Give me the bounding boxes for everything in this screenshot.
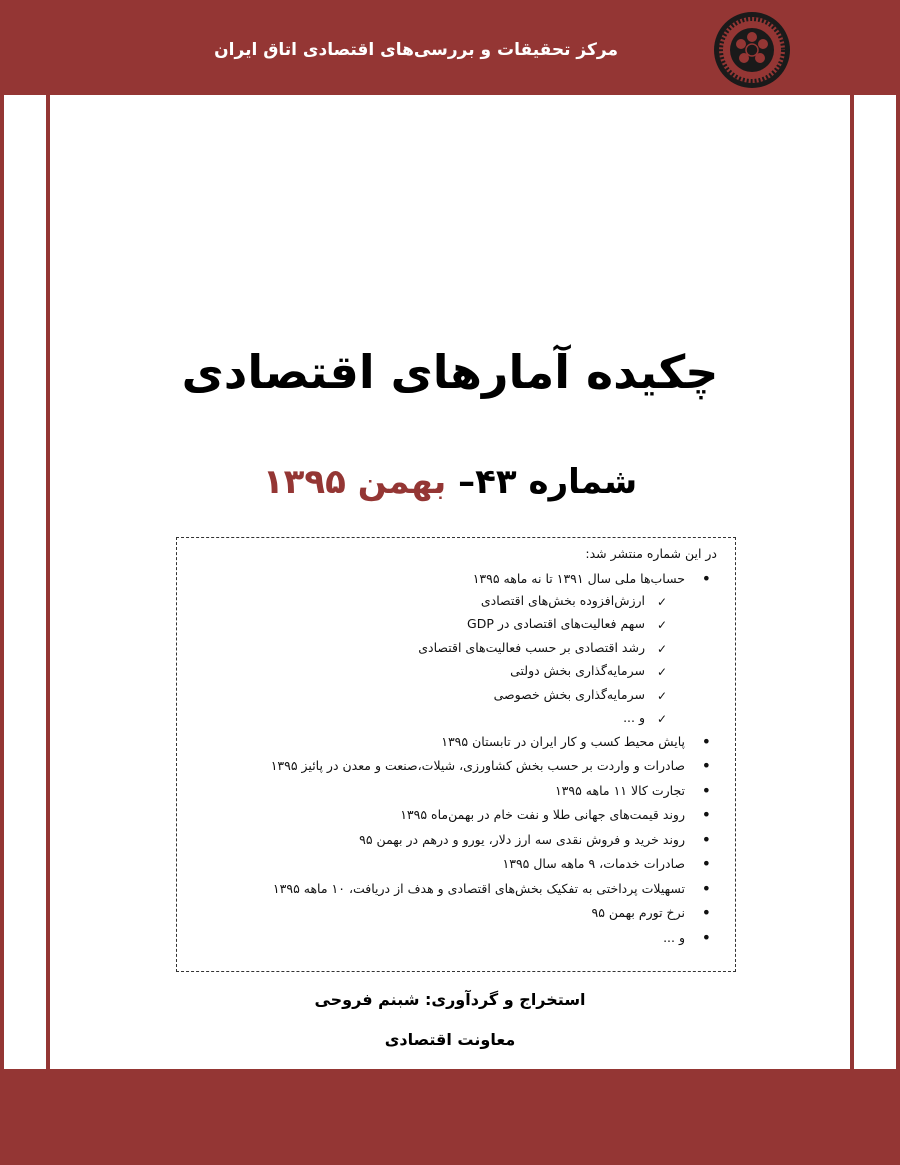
list-item-label: پایش محیط کسب و کار ایران در تابستان ۱۳۹۵ bbox=[441, 733, 685, 749]
contents-list bbox=[189, 569, 717, 953]
contents-heading: در این شماره منتشر شد: bbox=[585, 546, 717, 561]
issue-number: شماره ۴۳– bbox=[458, 462, 638, 502]
footer-band bbox=[0, 1069, 900, 1165]
contents-box bbox=[176, 537, 736, 972]
list-item-label: تسهیلات پرداختی به تفکیک بخش‌های اقتصادی و هدف از دریافت، ۱۰ ماهه ۱۳۹۵ bbox=[272, 880, 685, 896]
sub-list-item bbox=[189, 685, 685, 709]
chamber-seal-logo bbox=[712, 10, 792, 90]
list-item bbox=[189, 569, 717, 732]
list-item-label: و ... bbox=[663, 929, 685, 945]
list-item bbox=[189, 756, 717, 781]
sub-item-label: و ... bbox=[623, 710, 645, 725]
checkmark-icon: ✓ bbox=[656, 688, 667, 703]
list-item-label: روند خرید و فروش نقدی سه ارز دلار، یورو و درهم در بهمن ۹۵ bbox=[359, 831, 685, 847]
organization-name: مرکز تحقیقات و بررسی‌های اقتصادی اتاق ایران bbox=[214, 40, 618, 60]
list-item-label: تجارت کالا ۱۱ ماهه ۱۳۹۵ bbox=[554, 782, 685, 798]
list-item bbox=[189, 879, 717, 904]
list-item bbox=[189, 928, 717, 953]
list-item-label: نرخ تورم بهمن ۹۵ bbox=[591, 905, 685, 920]
document-title: چکیده آمارهای اقتصادی bbox=[181, 345, 719, 399]
list-item bbox=[189, 732, 717, 757]
sub-item-label: رشد اقتصادی بر حسب فعالیت‌های اقتصادی bbox=[418, 639, 645, 655]
sub-list-item bbox=[189, 638, 685, 662]
list-item-label: صادرات و واردت بر حسب بخش کشاورزی، شیلات،صنعت و معدن در پائیز ۱۳۹۵ bbox=[270, 758, 685, 773]
checkmark-icon: ✓ bbox=[656, 618, 667, 632]
sub-list-item bbox=[189, 614, 685, 638]
author-credit: استخراج و گردآوری: شبنم فروحی bbox=[314, 990, 586, 1009]
sub-list bbox=[189, 591, 685, 732]
list-item bbox=[189, 830, 717, 855]
list-item bbox=[189, 781, 717, 806]
checkmark-icon: ✓ bbox=[656, 665, 667, 679]
list-item bbox=[189, 854, 717, 879]
sub-list-item bbox=[189, 708, 685, 732]
issue-date: بهمن ۱۳۹۵ bbox=[262, 462, 447, 502]
department-name: معاونت اقتصادی bbox=[384, 1030, 516, 1049]
checkmark-icon: ✓ bbox=[656, 641, 667, 656]
issue-line bbox=[0, 462, 900, 502]
sub-list-item bbox=[189, 591, 685, 615]
checkmark-icon: ✓ bbox=[656, 594, 667, 609]
sub-list-item bbox=[189, 661, 685, 685]
list-item-label: روند قیمت‌های جهانی طلا و نفت خام در بهمن‌ماه ۱۳۹۵ bbox=[400, 807, 685, 822]
list-item-label: صادرات خدمات، ۹ ماهه سال ۱۳۹۵ bbox=[502, 856, 685, 871]
checkmark-icon: ✓ bbox=[656, 712, 667, 726]
sub-item-label: سرمایه‌گذاری بخش دولتی bbox=[510, 663, 645, 678]
list-item-label: حساب‌ها ملی سال ۱۳۹۱ تا نه ماهه ۱۳۹۵ bbox=[472, 570, 685, 586]
list-item bbox=[189, 805, 717, 830]
sub-item-label: سهم فعالیت‌های اقتصادی در GDP bbox=[467, 616, 645, 631]
sub-item-label: ارزش‌افزوده بخش‌های اقتصادی bbox=[480, 592, 645, 608]
sub-item-label: سرمایه‌گذاری بخش خصوصی bbox=[493, 686, 645, 702]
list-item bbox=[189, 903, 717, 928]
